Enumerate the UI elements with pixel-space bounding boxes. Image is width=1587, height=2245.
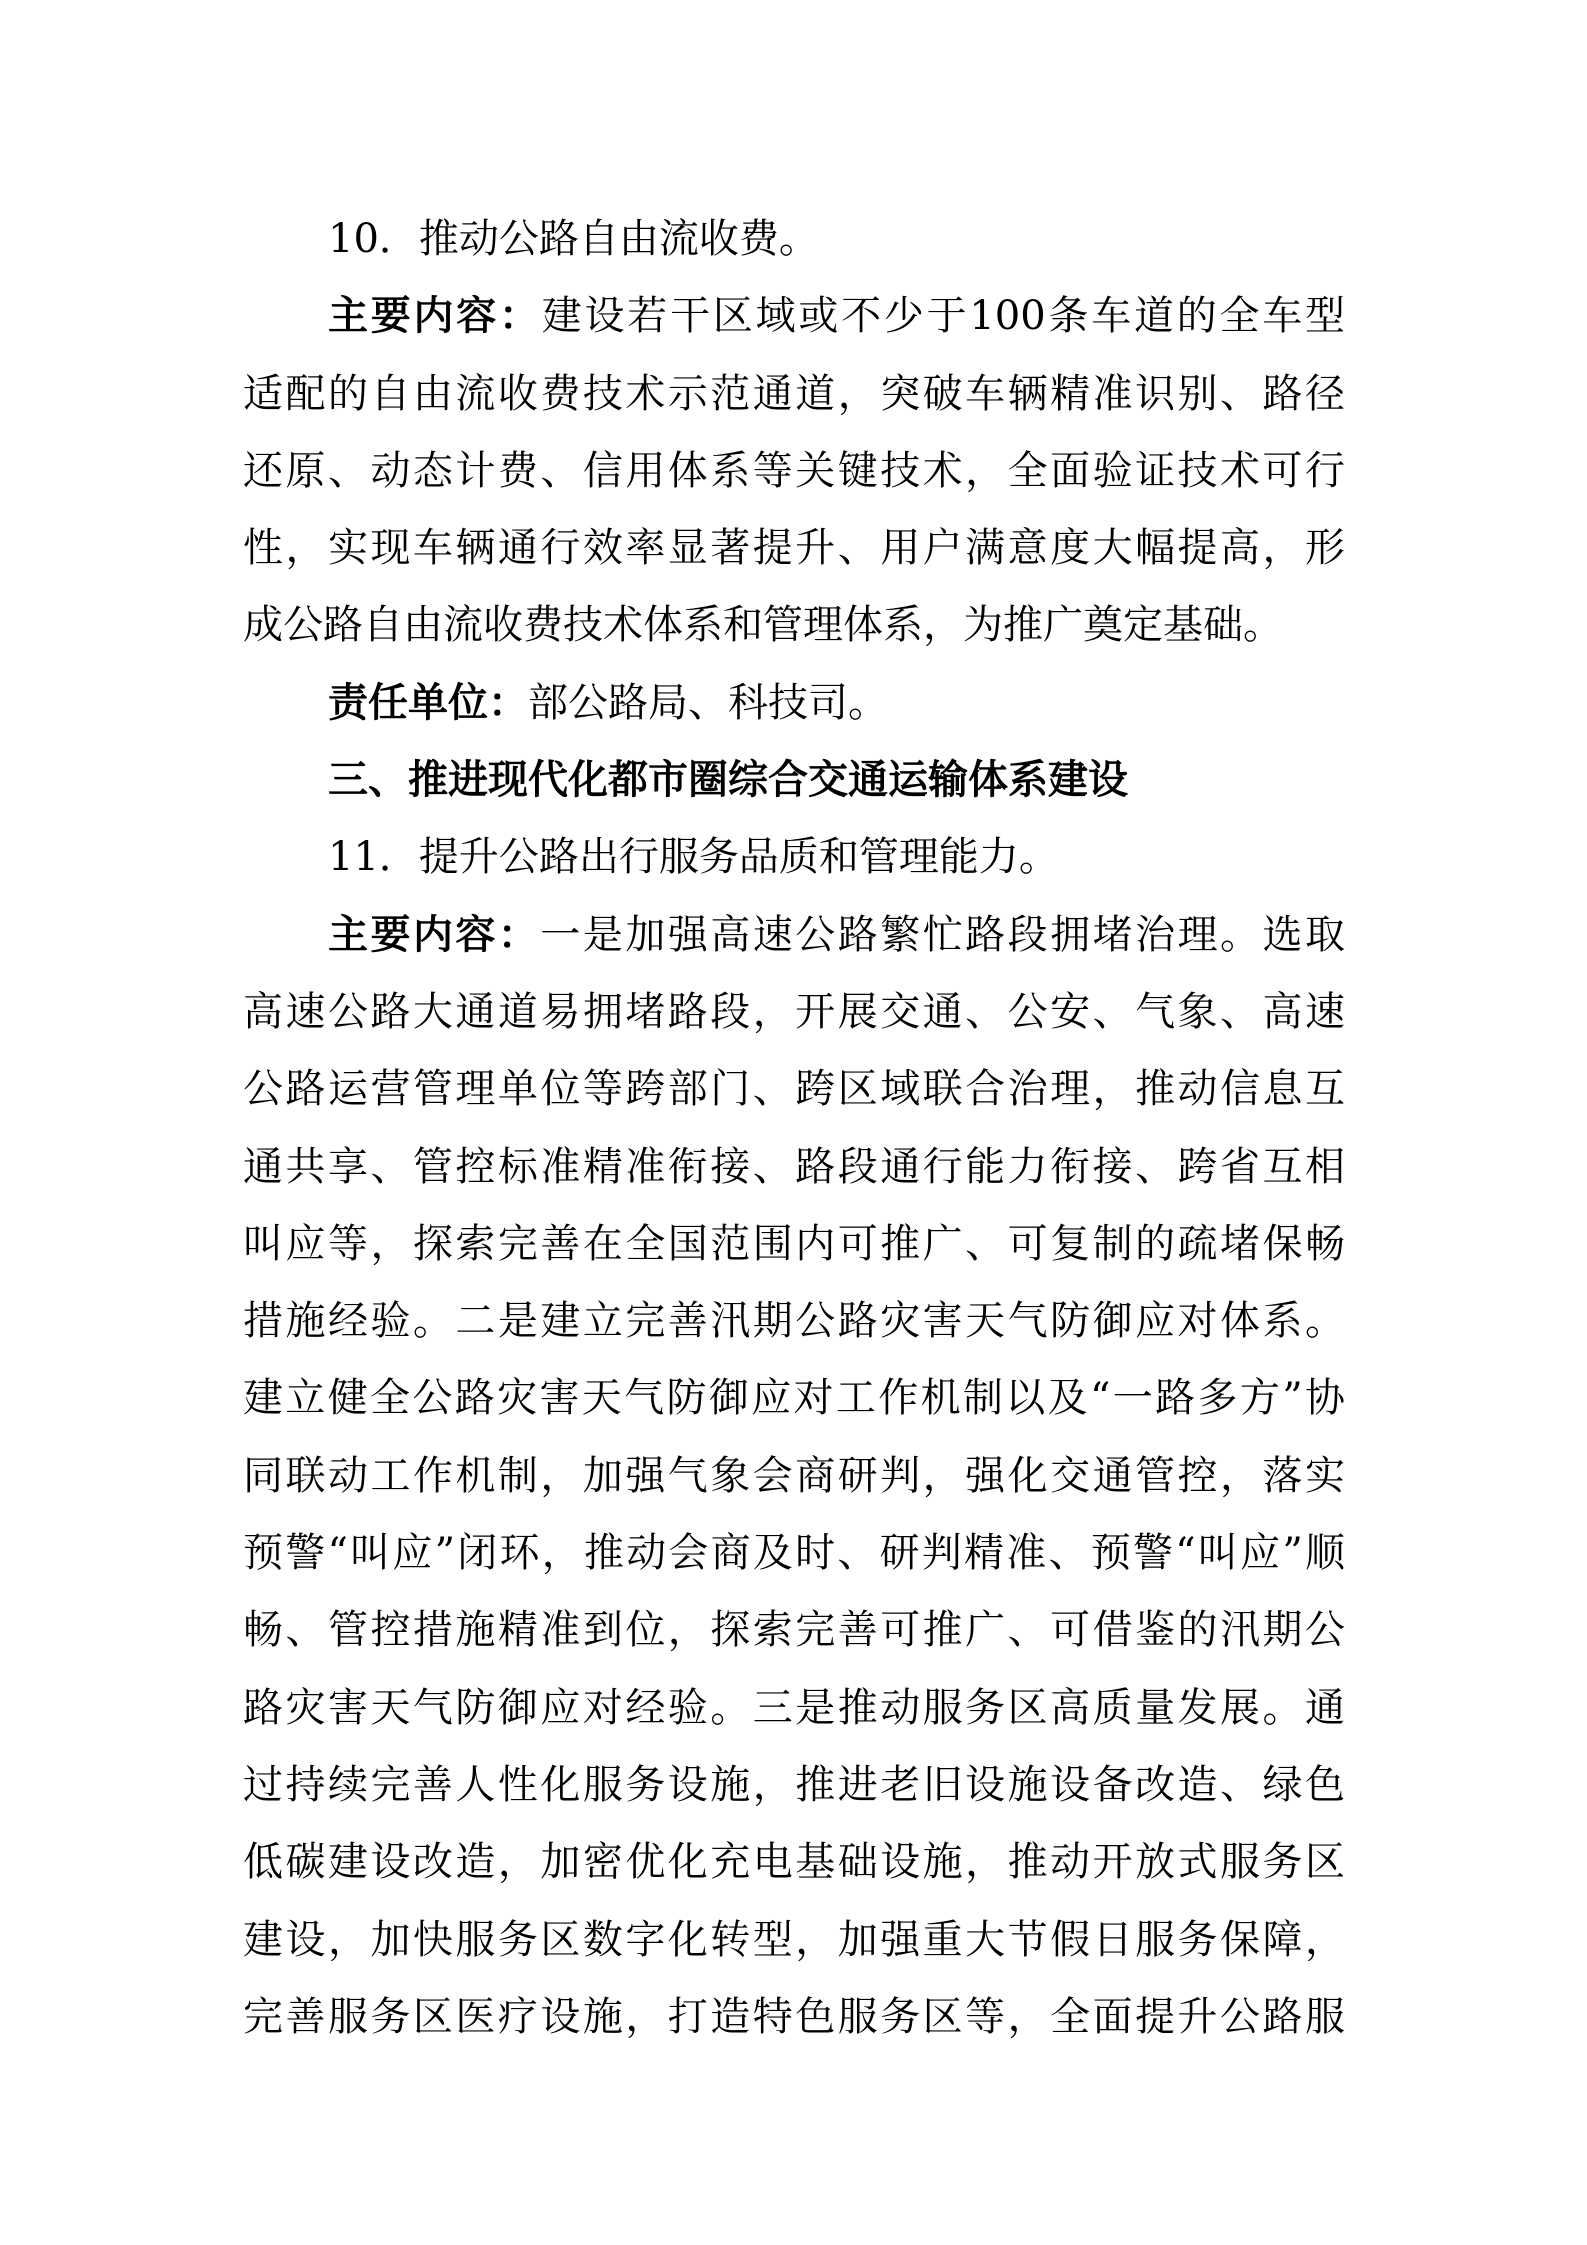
content-text: 同联动工作机制，加强气象会商研判，强化交通管控，落实 xyxy=(243,1452,1345,1499)
item-11-content-line xyxy=(243,1360,1345,1437)
content-text: 建设，加快服务区数字化转型，加强重大节假日服务保障， xyxy=(243,1916,1345,1963)
content-text: 适配的自由流收费技术示范通道，突破车辆精准识别、路径 xyxy=(243,370,1345,417)
item-11-content-line xyxy=(243,1592,1345,1669)
content-label: 主要内容： xyxy=(328,293,542,340)
content-text: 完善服务区医疗设施，打造特色服务区等，全面提升公路服 xyxy=(243,1993,1345,2040)
item-11-content-line xyxy=(243,1824,1345,1901)
item-11-content-line xyxy=(243,1438,1345,1515)
item-11-content-line xyxy=(243,1129,1345,1206)
content-text: 性，实现车辆通行效率显著提升、用户满意度大幅提高，形 xyxy=(243,525,1345,572)
content-text: 预警“叫应”闭环，推动会商及时、研判精准、预警“叫应”顺 xyxy=(243,1530,1345,1577)
item-10-content-line xyxy=(243,510,1345,587)
content-label: 主要内容： xyxy=(328,911,541,958)
item-10-title: 10．推动公路自由流收费。 xyxy=(328,216,819,262)
content-text: 措施经验。二是建立完善汛期公路灾害天气防御应对体系。 xyxy=(243,1298,1345,1345)
item-10-content-line xyxy=(243,433,1345,510)
item-11-content-line xyxy=(243,1283,1345,1360)
content-text: 叫应等，探索完善在全国范围内可推广、可复制的疏堵保畅 xyxy=(243,1220,1345,1267)
content-text: 低碳建设改造，加密优化充电基础设施，推动开放式服务区 xyxy=(243,1839,1345,1886)
item-title xyxy=(243,201,1345,278)
item-11-content-line xyxy=(243,1515,1345,1592)
content-text: 路灾害天气防御应对经验。三是推动服务区高质量发展。通 xyxy=(243,1684,1345,1731)
content-text: 建设若干区域或不少于100条车道的全车型 xyxy=(541,293,1345,340)
section-3-heading: 三、推进现代化都市圈综合交通运输体系建设 xyxy=(328,757,1128,804)
content-text: 建立健全公路灾害天气防御应对工作机制以及“一路多方”协 xyxy=(243,1375,1345,1422)
responsible-value: 部公路局、科技司。 xyxy=(528,679,888,726)
item-11-content-line xyxy=(243,1206,1345,1283)
content-text: 成公路自由流收费技术体系和管理体系，为推广奠定基础。 xyxy=(243,602,1283,649)
item-title xyxy=(243,819,1345,896)
document-body xyxy=(243,201,1345,2056)
item-11-title: 11．提升公路出行服务品质和管理能力。 xyxy=(328,834,1059,881)
content-text: 公路运营管理单位等跨部门、跨区域联合治理，推动信息互 xyxy=(243,1066,1345,1113)
content-text: 高速公路大通道易拥堵路段，开展交通、公安、气象、高速 xyxy=(243,988,1345,1035)
item-11-content-line xyxy=(243,897,1345,974)
content-text: 通共享、管控标准精准衔接、路段通行能力衔接、跨省互相 xyxy=(243,1143,1345,1190)
item-11-content-line xyxy=(243,1979,1345,2056)
section-heading xyxy=(243,742,1345,819)
content-text: 过持续完善人性化服务设施，推进老旧设施设备改造、绿色 xyxy=(243,1761,1345,1808)
item-11-content-line xyxy=(243,1670,1345,1747)
item-11-content-line xyxy=(243,974,1345,1051)
content-text: 一是加强高速公路繁忙路段拥堵治理。选取 xyxy=(540,911,1345,958)
item-11-content-line xyxy=(243,1051,1345,1128)
item-11-content-line xyxy=(243,1902,1345,1979)
item-11-content-line xyxy=(243,1747,1345,1824)
item-10-content-line xyxy=(243,587,1345,664)
content-text: 畅、管控措施精准到位，探索完善可推广、可借鉴的汛期公 xyxy=(243,1607,1345,1654)
item-10-responsible xyxy=(243,665,1345,742)
content-text: 还原、动态计费、信用体系等关键技术，全面验证技术可行 xyxy=(243,447,1345,494)
responsible-label: 责任单位： xyxy=(328,679,528,726)
item-10-content-line xyxy=(243,278,1345,355)
item-10-content-line xyxy=(243,356,1345,433)
